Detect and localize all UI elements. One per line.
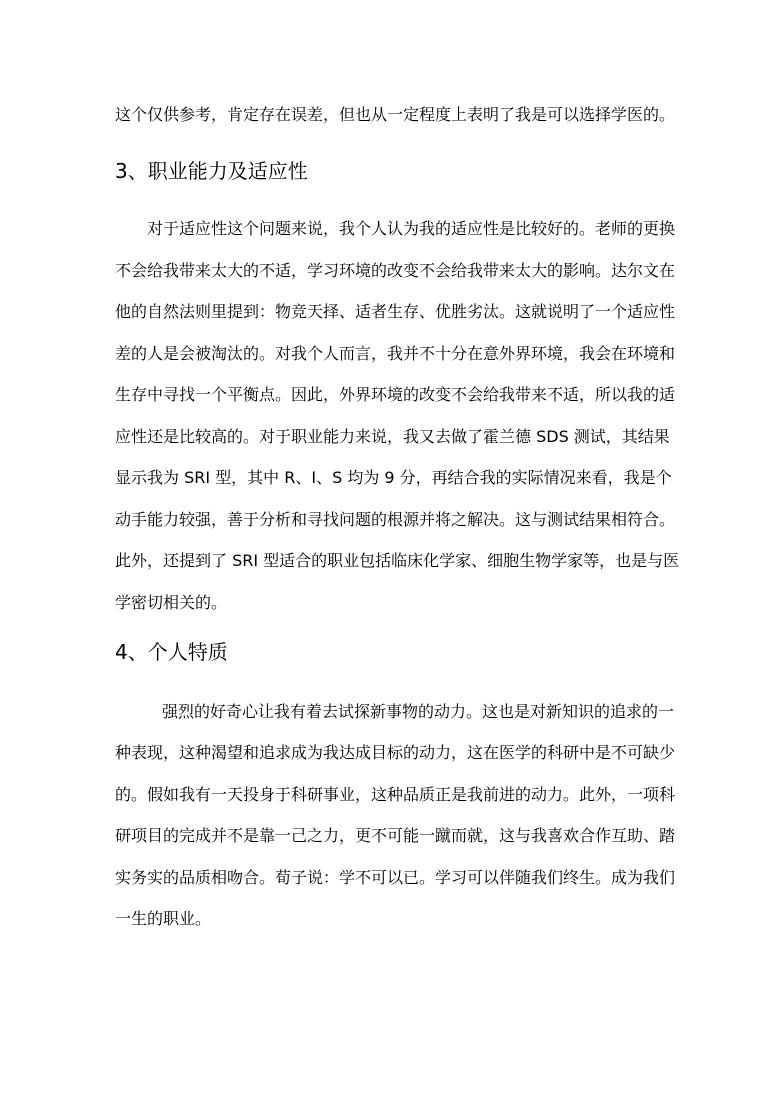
paragraph-line: 研项目的完成并不是靠一己之力，更不可能一蹴而就，这与我喜欢合作互助、踏 [115, 826, 676, 845]
paragraph-line: 生存中寻找一个平衡点。因此，外界环境的改变不会给我带来不适，所以我的适 [115, 385, 676, 404]
paragraph-line: 对于适应性这个问题来说，我个人认为我的适应性是比较好的。老师的更换 [147, 219, 676, 238]
paragraph-line: 学密切相关的。 [115, 593, 228, 612]
paragraph-line: 应性还是比较高的。对于职业能力来说，我又去做了霍兰德 SDS 测试，其结果 [115, 427, 670, 446]
section-4-heading: 4、个人特质 [115, 640, 228, 664]
paragraph-line: 此外，还提到了 SRI 型适合的职业包括临床化学家、细胞生物学家等，也是与医 [115, 551, 680, 570]
paragraph-line: 他的自然法则里提到：物竞天择、适者生存、优胜劣汰。这就说明了一个适应性 [115, 302, 676, 321]
intro-paragraph-line: 这个仅供参考，肯定存在误差，但也从一定程度上表明了我是可以选择学医的。 [115, 105, 676, 124]
paragraph-line: 显示我为 SRI 型，其中 R、I、S 均为 9 分，再结合我的实际情况来看，我是个 [115, 468, 672, 487]
paragraph-line: 实务实的品质相吻合。荀子说：学不可以已。学习可以伴随我们终生。成为我们 [115, 868, 676, 887]
paragraph-line: 差的人是会被淘汰的。对我个人而言，我并不十分在意外界环境，我会在环境和 [115, 344, 676, 363]
paragraph-line: 不会给我带来太大的不适，学习环境的改变不会给我带来太大的影响。达尔文在 [115, 261, 676, 280]
paragraph-line: 强烈的好奇心让我有着去试探新事物的动力。这也是对新知识的追求的一 [162, 702, 675, 721]
paragraph-line: 一生的职业。 [115, 909, 212, 928]
paragraph-line: 动手能力较强，善于分析和寻找问题的根源并将之解决。这与测试结果相符合。 [115, 510, 676, 529]
paragraph-line: 的。假如我有一天投身于科研事业，这种品质正是我前进的动力。此外，一项科 [115, 785, 676, 804]
section-3-heading: 3、职业能力及适应性 [115, 159, 308, 183]
paragraph-line: 种表现，这种渴望和追求成为我达成目标的动力，这在医学的科研中是不可缺少 [115, 743, 676, 762]
